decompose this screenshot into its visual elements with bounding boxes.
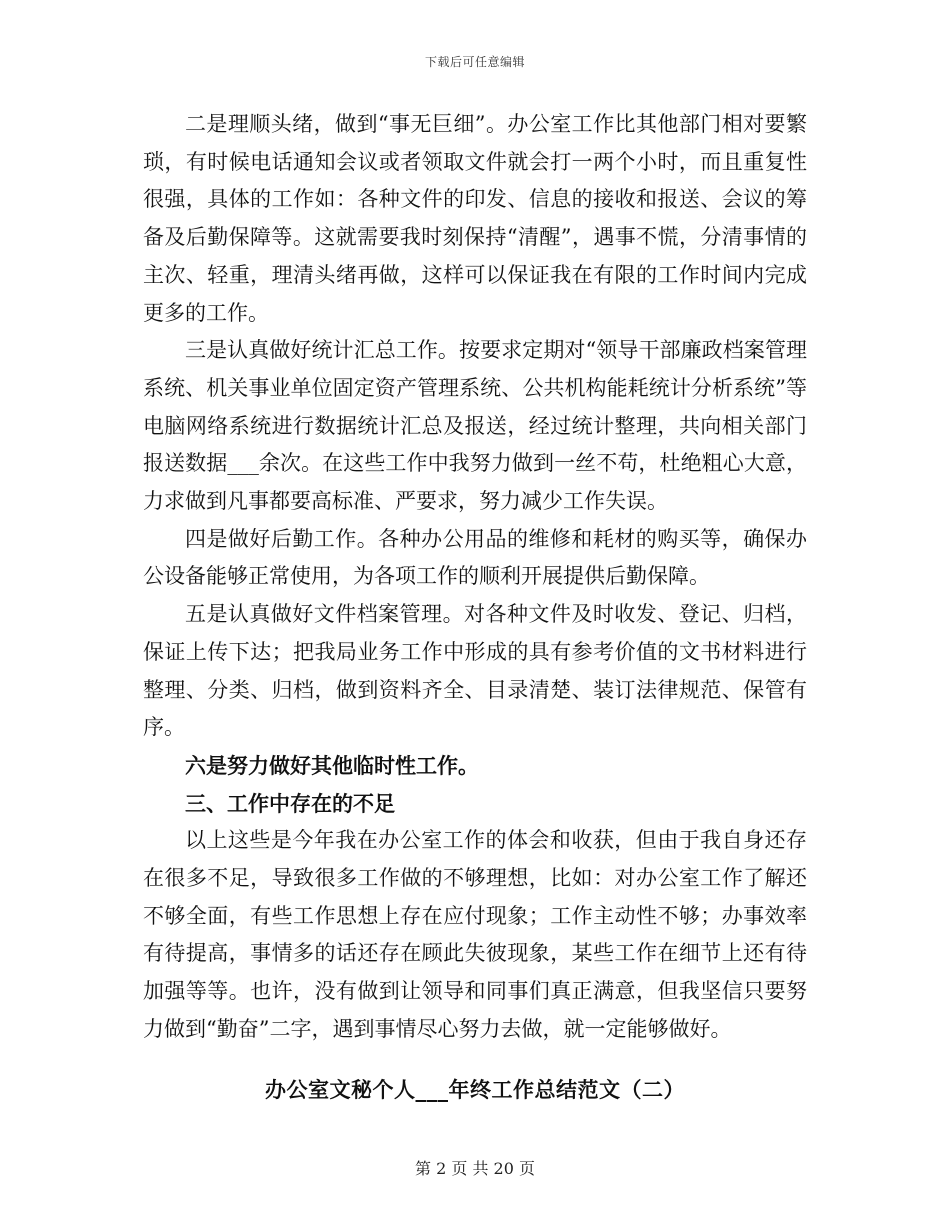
page-footer: 第 2 页 共 20 页 [415, 1159, 535, 1178]
page-header: 下载后可任意编辑 [424, 55, 525, 69]
paragraph-item-2: 二是理顺头绪，做到“事无巨细”。办公室工作比其他部门相对要繁琐，有时候电话通知会议或者领取文件就会打一两个小时，而且重复性很强，具体的工作如：各种文件的印发、信息的接收和报送、会议的筹备及后勤保障等。这就需要我时刻保持“清醒”，遇事不慌，分清事情的主次、轻重，理清头绪再做，这样可以保证我在有限的工作时间内完成更多的工作。 [143, 112, 807, 325]
paragraph-shortcomings: 以上这些是今年我在办公室工作的体会和收获，但由于我自身还存在很多不足，导致很多工作做的不够理想，比如：对办公室工作了解还不够全面，有些工作思想上存在应付现象；工作主动性不够；办事效率有待提高，事情多的话还存在顾此失彼现象，某些工作在细节上还有待加强等等。也许，没有做到让领导和同事们真正满意，但我坚信只要努力做到“勤奋”二字，遇到事情尽心努力去做，就一定能够做好。 [143, 828, 807, 1041]
document-title: 办公室文秘个人___年终工作总结范文（二） [265, 1077, 685, 1102]
section-heading-shortcomings: 三、工作中存在的不足 [185, 790, 395, 816]
paragraph-item-6: 六是努力做好其他临时性工作。 [185, 752, 479, 778]
paragraph-item-5: 五是认真做好文件档案管理。对各种文件及时收发、登记、归档，保证上传下达；把我局业务工作中形成的具有参考价值的文书材料进行整理、分类、归档，做到资料齐全、目录清楚、装订法律规范、保管有序。 [143, 602, 807, 740]
paragraph-item-4: 四是做好后勤工作。各种办公用品的维修和耗材的购买等，确保办公设备能够正常使用，为各项工作的顺利开展提供后勤保障。 [143, 526, 807, 589]
paragraph-item-3: 三是认真做好统计汇总工作。按要求定期对“领导干部廉政档案管理系统、机关事业单位固定资产管理系统、公共机构能耗统计分析系统”等电脑网络系统进行数据统计汇总及报送，经过统计整理，共向相关部门报送数据___余次。在这些工作中我努力做到一丝不苟，杜绝粗心大意，力求做到凡事都要高标准、严要求，努力减少工作失误。 [143, 338, 807, 514]
document-body [143, 106, 807, 1049]
